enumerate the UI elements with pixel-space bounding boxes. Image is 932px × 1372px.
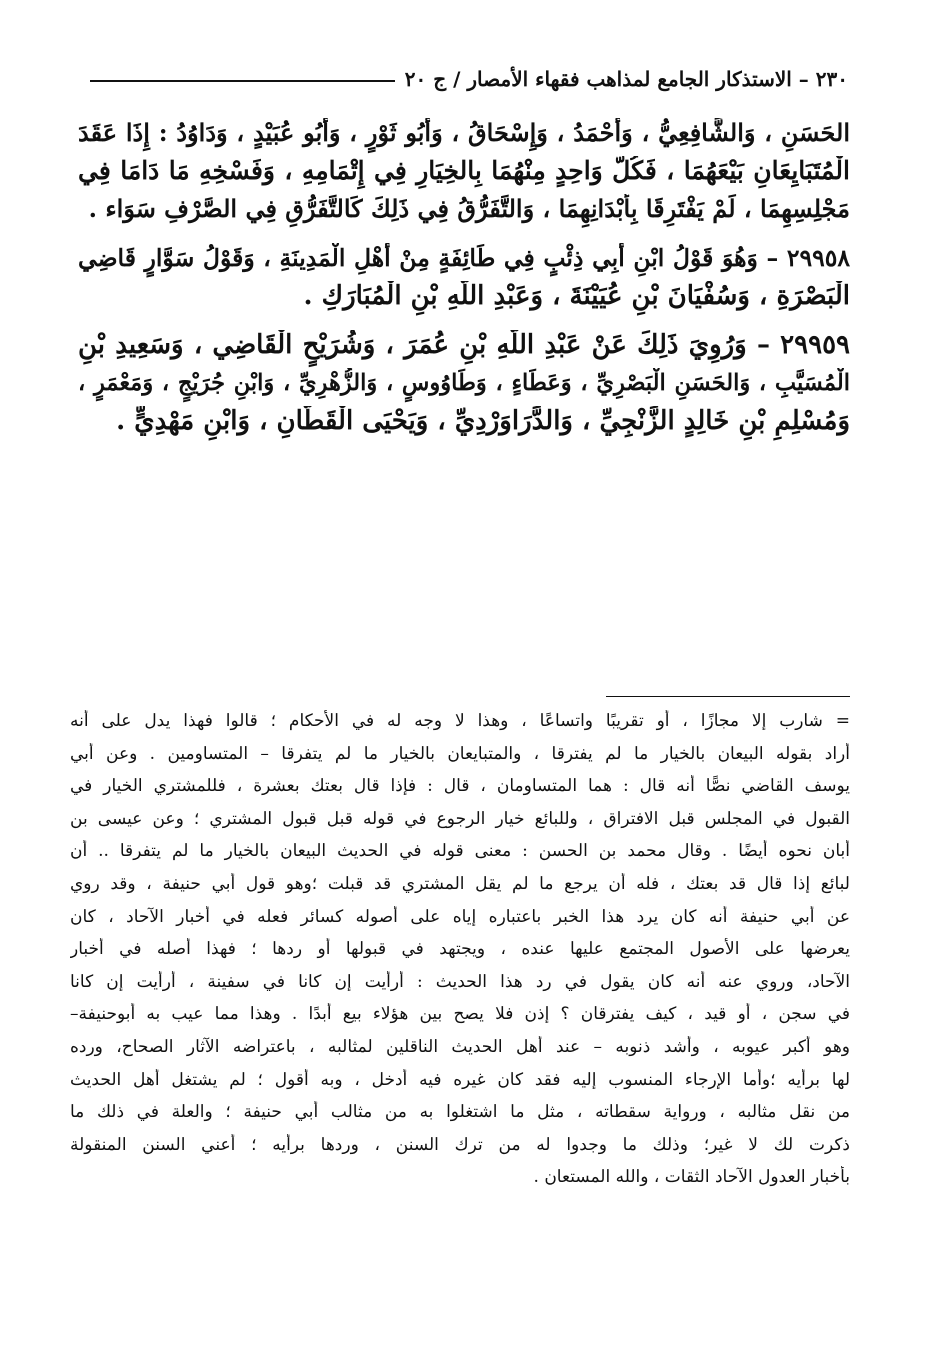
paragraph-29959-line: ٢٩٩٥٩ – وَرُوِيَ ذَلِكَ عَنْ عَبْدِ اللَّهِ بْنِ عُمَرَ ، وَشُرَيْحٍ الْقَاضِي ، وَسَعِيدِ بْنِ (78, 330, 850, 360)
paragraph-29959-line: وَمُسْلِمِ بْنِ خَالِدٍ الزَّنْجِيِّ ، وَالدَّرَاوَرْدِيِّ ، وَيَحْيَى الْقَطَّانِ ، وَابْنِ مَهْدِيٍّ . (116, 406, 850, 436)
page-header (90, 62, 848, 96)
footnote-line: في سجن ، أو قيد ، كيف يفترقان ؟ إذن فلا يصح بين هؤلاء بيع أبدًا . وهذا مما عيب به أبوحنيفة– (70, 1004, 850, 1025)
footnote-line: لها برأيه ؛وأما الإرجاء المنسوب إليه فقد كان غيره فيه أدخل ، وبه أقول ؛ لم يشتغل أهل الحديث (70, 1069, 850, 1090)
footnote-line: يوسف القاضي نصًّا أنه قال : هما المتساومان ، قال : فإذا قال بعتك بعشرة ، فللمشتري الخيار في (70, 776, 850, 797)
footnote-line: أبان نحوه أيضًا . وقال محمد بن الحسن : معنى قوله في الحديث البيعان بالخيار ما لم يتفرقا .. أن (70, 841, 850, 862)
footnote-line: = شارب إلا مجازًا ، أو تقريبًا واتساعًا ، وهذا لا وجه له في الأحكام ؛ قالوا فهذا يدل على أنه (70, 711, 850, 731)
footnote-line: من نقل مثالبه ، ورواية سقطاته ، مثل ما اشتغلوا به من مثالب أبي حنيفة ؛ والعلة في ذلك ما (70, 1102, 850, 1123)
footnote-line: أراد بقوله البيعان بالخيار ما لم يفترقا ، والمتبايعان بالخيار ما لم يتفرقا – المتساومين . وعن أبي (70, 743, 850, 764)
footnote-line: القبول في المجلس قبل الافتراق ، وللبائع خيار الرجوع في قوله قبل قبول المشتري ؛ وعن عيسى بن (70, 808, 850, 829)
main-line: الْمُتَبَايِعَانِ بَيْعَهُمَا ، فَكُلُّ وَاحِدٍ مِنْهُمَا بِالخِيَارِ فِي إِتْمَامِهِ ، وَفَسْخِهِ مَا دَامَا فِي (78, 156, 850, 185)
paragraph-29958-line: الْبَصْرَةِ ، وَسُفْيَانَ بْنِ عُيَيْنَةَ ، وَعَبْدِ اللَّهِ بْنِ الْمُبَارَكِ . (303, 281, 850, 311)
paragraph-29958-line: ٢٩٩٥٨ – وَهُوَ قَوْلُ ابْنِ أَبِي ذِئْبٍ فِي طَائِفَةٍ مِنْ أَهْلِ الْمَدِينَةِ ، وَقَوْلُ سَوَّارٍ قَاضِي (78, 244, 850, 272)
footnote-separator (606, 696, 850, 697)
footnote-line: وهو أكبر عيوبه ، وأشد ذنوبه – عند أهل الحديث الناقلين لمثالبه ، باعتراضه الآثار الصحاح، ورده (70, 1036, 850, 1057)
footnote-line: يعرضها على الأصول المجتمع عليها عنده ، ويجتهد في قبولها أو ردها ؛ فهذا أصله في أخبار (70, 939, 850, 960)
main-line: الحَسَنِ ، وَالشَّافِعِيُّ ، وَأَحْمَدُ ، وَإِسْحَاقُ ، وَأَبُو ثَوْرٍ ، وَأَبُو عُبَيْدٍ ، وَدَاوُدُ : إِذَا عَقَدَ (78, 118, 850, 147)
footnote-line: ذكرت لك لا غير؛ وذلك ما وجدوا له من ترك السنن ، وردها برأيه ؛ أعني السنن المنقولة (70, 1134, 850, 1155)
footnote-line: عن أبي حنيفة أنه كان يرد هذا الخبر باعتباره إياه على أصوله كسائر فعله في أخبار الآحاد ، كان (70, 906, 850, 927)
main-line: مَجْلِسِهِمَا ، لَمْ يَفْتَرِقَا بِأَبْدَانِهِمَا ، وَالتَّفَرُّقُ فِي ذَلِكَ كَالتَّفَرُّقِ فِي الصَّرْفِ سَوَاء . (88, 194, 850, 223)
footnotes (70, 710, 850, 1199)
paragraph-29959-line: الْمُسَيَّبِ ، وَالحَسَنِ الْبَصْرِيِّ ، وَعَطَاءٍ ، وَطَاوُوسٍ ، وَالزُّهْرِيِّ ، وَابْنِ جُرَيْجٍ ، وَمَعْمَرٍ ، (78, 370, 850, 396)
footnote-line: لبائع إذا قال قد بعتك ، فله أن يرجع ما لم يقل المشتري قد قبلت ؛وهو قول أبي حنيفة ، وقد روي (70, 873, 850, 894)
footnote-line: بأخبار العدول الآحاد الثقات ، والله المستعان . (533, 1167, 850, 1188)
running-title: ٢٣٠ – الاستذكار الجامع لمذاهب فقهاء الأمصار / ج ٢٠ (404, 67, 848, 91)
header-rule (90, 80, 395, 82)
main-text (78, 118, 850, 444)
footnote-line: الآحاد، وروي عنه أنه كان يقول في رد هذا الحديث : أرأيت إن كانا في سفينة ، أرأيت إن كانا (70, 971, 850, 992)
